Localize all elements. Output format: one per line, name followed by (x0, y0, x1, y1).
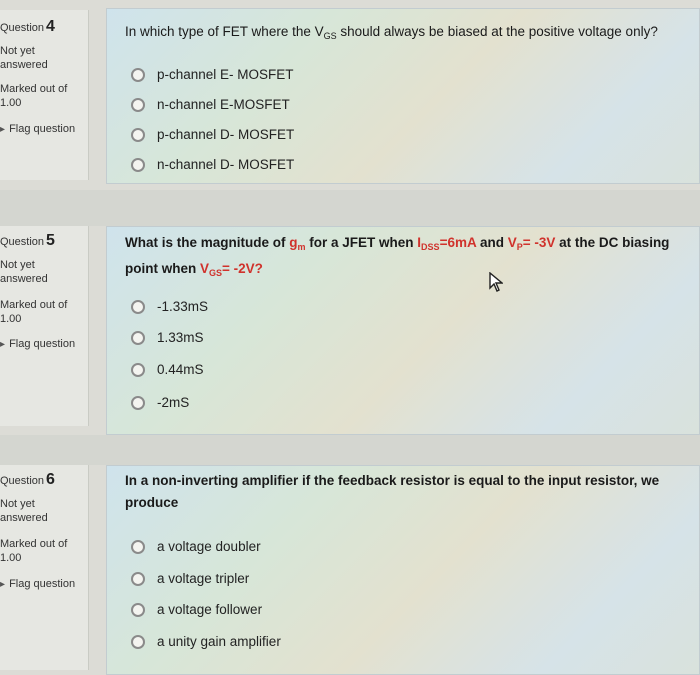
radio-button[interactable] (131, 540, 145, 554)
text-subscript: m (297, 242, 306, 252)
text-fragment: for a JFET when (305, 235, 418, 250)
question-number-value: 6 (46, 471, 55, 488)
text-fragment: at the DC biasing (555, 235, 670, 250)
flag-icon: ▸ (0, 339, 6, 350)
flag-question-link[interactable] (0, 578, 75, 590)
question-content (106, 8, 700, 184)
flag-question-link[interactable] (0, 123, 75, 135)
text-fragment: = -3V (522, 235, 556, 250)
answer-option[interactable] (131, 330, 204, 345)
question-status (0, 497, 48, 525)
answer-option[interactable] (131, 299, 208, 314)
status-line: Not yet (0, 259, 35, 271)
option-label: -2mS (157, 395, 190, 410)
question-number (0, 232, 55, 250)
cursor-icon (489, 272, 503, 292)
block-separator (0, 435, 700, 465)
marks-label: Marked out of (0, 83, 68, 95)
marks-label: Marked out of (0, 538, 68, 550)
question-info-panel (0, 226, 89, 426)
question-info-panel (0, 465, 89, 670)
question-number (0, 18, 55, 36)
option-label: p-channel D- MOSFET (157, 127, 295, 142)
option-label: p-channel E- MOSFET (157, 67, 294, 82)
flag-icon: ▸ (0, 579, 6, 590)
radio-button[interactable] (131, 363, 145, 377)
question-block (0, 465, 700, 675)
question-content (106, 226, 700, 435)
question-block (0, 226, 700, 435)
marks-info (0, 298, 67, 326)
text-fragment: g (289, 235, 298, 250)
radio-button[interactable] (131, 635, 145, 649)
answer-option[interactable] (131, 97, 290, 112)
question-text (125, 232, 685, 284)
text-fragment: should always be biased at the positive voltage only? (336, 24, 658, 39)
answer-option[interactable] (131, 127, 294, 142)
question-number (0, 471, 55, 489)
flag-label: Flag question (9, 338, 76, 350)
flag-icon: ▸ (0, 124, 6, 135)
answer-option[interactable] (131, 634, 281, 649)
flag-label: Flag question (9, 578, 76, 590)
answer-option[interactable] (131, 539, 261, 554)
text-subscript: DSS (421, 242, 440, 252)
radio-button[interactable] (131, 572, 145, 586)
flag-label: Flag question (9, 123, 76, 135)
status-line: answered (0, 273, 48, 285)
question-number-value: 4 (46, 18, 55, 35)
radio-button[interactable] (131, 158, 145, 172)
option-label: a unity gain amplifier (157, 634, 281, 649)
radio-button[interactable] (131, 128, 145, 142)
marks-info (0, 537, 67, 565)
text-subscript: P (516, 242, 523, 252)
text-subscript: GS (209, 268, 223, 278)
question-label: Question (0, 22, 45, 34)
option-label: -1.33mS (157, 299, 209, 314)
radio-button[interactable] (131, 396, 145, 410)
question-info-panel (0, 10, 89, 180)
radio-button[interactable] (131, 300, 145, 314)
radio-button[interactable] (131, 68, 145, 82)
radio-button[interactable] (131, 331, 145, 345)
question-label: Question (0, 475, 45, 487)
marks-value: 1.00 (0, 97, 22, 109)
text-fragment: V (200, 261, 210, 276)
answer-option[interactable] (131, 602, 262, 617)
status-line: Not yet (0, 45, 35, 57)
radio-button[interactable] (131, 603, 145, 617)
text-fragment: and (476, 235, 508, 250)
option-label: n-channel E-MOSFET (157, 97, 290, 112)
radio-button[interactable] (131, 98, 145, 112)
marks-value: 1.00 (0, 552, 22, 564)
option-label: a voltage follower (157, 602, 263, 617)
flag-question-link[interactable] (0, 338, 75, 350)
question-block (0, 0, 700, 190)
option-label: 0.44mS (157, 362, 204, 377)
text-line: In a non-inverting amplifier if the feedback resistor is equal to the input resistor, we (125, 473, 660, 488)
question-content (106, 465, 700, 675)
status-line: answered (0, 59, 48, 71)
question-number-value: 5 (46, 232, 55, 249)
status-line: answered (0, 512, 48, 524)
text-fragment: =6mA (439, 235, 477, 250)
text-fragment: point when (125, 261, 200, 276)
text-fragment: In which type of FET where the V (125, 24, 324, 39)
answer-option[interactable] (131, 362, 204, 377)
marks-label: Marked out of (0, 299, 68, 311)
answer-option[interactable] (131, 67, 294, 82)
marks-info (0, 82, 67, 110)
status-line: Not yet (0, 498, 35, 510)
question-status (0, 44, 48, 72)
question-label: Question (0, 236, 45, 248)
answer-option[interactable] (131, 395, 189, 410)
option-label: a voltage doubler (157, 539, 261, 554)
option-label: n-channel D- MOSFET (157, 157, 295, 172)
block-separator (0, 190, 700, 226)
answer-option[interactable] (131, 571, 249, 586)
text-line: produce (125, 495, 179, 510)
text-fragment: V (507, 235, 517, 250)
option-label: 1.33mS (157, 330, 204, 345)
question-text (125, 21, 685, 47)
text-fragment: I (417, 235, 422, 250)
marks-value: 1.00 (0, 313, 22, 325)
question-text (125, 470, 685, 514)
text-subscript: GS (323, 31, 337, 41)
option-label: a voltage tripler (157, 571, 250, 586)
question-status (0, 258, 48, 286)
text-fragment: What is the magnitude of (125, 235, 290, 250)
answer-option[interactable] (131, 157, 294, 172)
text-fragment: = -2V? (222, 261, 263, 276)
